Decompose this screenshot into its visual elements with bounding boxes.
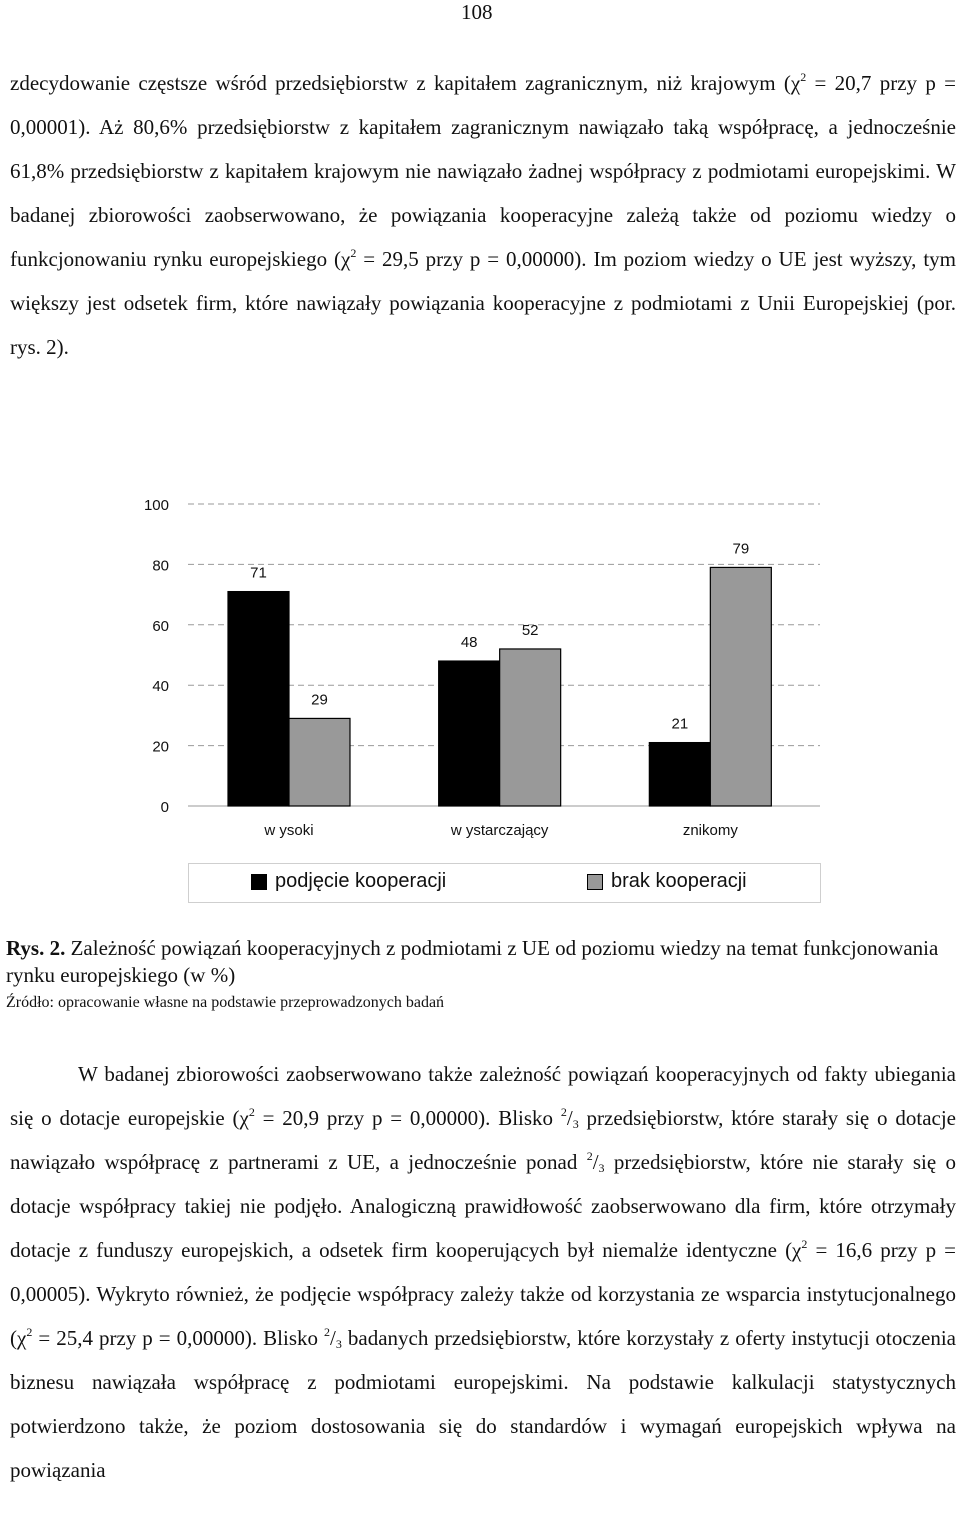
x-category-label: w ystarczający xyxy=(450,822,549,839)
data-label: 21 xyxy=(671,715,689,733)
figure-caption xyxy=(6,935,956,989)
bar-no-cooperation xyxy=(500,649,561,806)
text-run: = 29,5 przy p = 0,00000). Im poziom wiedzy o UE jest wyższy, tym większy jest odsetek firm, które nawiązały powiązania kooperacyjne z podmiotami z Unii Europejskiej (por. rys. 2). xyxy=(10,247,956,359)
superscript: 2 xyxy=(800,70,807,84)
bar-cooperation xyxy=(649,743,710,806)
x-category-label: znikomy xyxy=(682,822,738,839)
fraction-numerator: 2 xyxy=(324,1325,331,1339)
page-number: 108 xyxy=(461,0,493,24)
y-tick-label: 20 xyxy=(152,738,169,756)
bar-cooperation xyxy=(228,592,289,806)
fraction-numerator: 2 xyxy=(560,1105,567,1119)
paragraph-2 xyxy=(10,1052,956,1492)
fraction-denominator: 3 xyxy=(572,1117,579,1131)
text-run: przedsiębiorstw, które starały się o dotacje nawiązało współpracę z partnerami z UE, a jednocześnie ponad xyxy=(10,1106,956,1174)
legend-label: podjęcie kooperacji xyxy=(275,870,447,892)
fraction-slash: / xyxy=(592,1150,599,1174)
data-label: 71 xyxy=(250,564,267,582)
text-run: przedsiębiorstw, które nie starały się o dotacje współpracy takiej nie podjęło. Analogiczną prawidłowość zaobserwowano dla firm, które otrzymały dotacje z funduszy europejskich, a odsetek firm kooperujących był niemalże identyczne (χ xyxy=(10,1150,956,1262)
data-label: 29 xyxy=(311,691,328,709)
data-label: 79 xyxy=(732,540,750,558)
bar-cooperation xyxy=(439,661,500,806)
x-category-label: w ysoki xyxy=(264,822,314,839)
chart-legend xyxy=(188,863,821,903)
legend-item-cooperation xyxy=(251,870,446,893)
legend-swatch-gray xyxy=(587,874,603,890)
bar-no-cooperation xyxy=(710,567,771,806)
y-tick-label: 0 xyxy=(160,799,169,816)
legend-label: brak kooperacji xyxy=(611,870,747,892)
bar-chart xyxy=(0,480,960,860)
fraction-slash: / xyxy=(330,1326,336,1350)
text-run: badanych przedsiębiorstw, które korzystały z oferty instytucji otoczenia biznesu nawiązała współpracę z podmiotami europejskimi. Na podstawie kalkulacji statystycznych potwierdzono także, że poziom dostosowania się do standardów i wymagań europejskich wpływa na powiązania xyxy=(10,1326,956,1482)
fraction-denominator: 3 xyxy=(598,1161,605,1175)
caption-text: Zależność powiązań kooperacyjnych z podmiotami z UE od poziomu wiedzy na temat funkcjonowania rynku europejskiego (w %) xyxy=(6,936,939,987)
text-run: W badanej zbiorowości zaobserwowano także zależność powiązań kooperacyjnych od fakty ubiegania się o dotacje europejskie (χ xyxy=(10,1062,956,1130)
text-run: zdecydowanie częstsze wśród przedsiębiorstw z kapitałem zagranicznym, niż krajowym (χ xyxy=(10,71,801,95)
fraction-slash: / xyxy=(566,1106,573,1130)
y-tick-label: 60 xyxy=(152,617,169,635)
text-run: = 25,4 przy p = 0,00000). Blisko xyxy=(32,1326,325,1350)
superscript: 2 xyxy=(26,1325,33,1339)
bar-no-cooperation xyxy=(289,718,350,806)
caption-label: Rys. 2. xyxy=(6,936,66,960)
text-run: = 20,9 przy p = 0,00000). Blisko xyxy=(254,1106,561,1130)
y-tick-label: 40 xyxy=(152,678,169,696)
text-run: = 20,7 przy p = 0,00001). Aż 80,6% przedsiębiorstw z kapitałem zagranicznym nawiązało taką współpracę, a jednocześnie 61,8% przedsiębiorstw z kapitałem krajowym nie nawiązało żadnej współpracy z podmiotami europejskimi. W badanej zbiorowości zaobserwowano, że powiązania kooperacyjne zależą także od poziomu wiedzy o funkcjonowaniu rynku europejskiego (χ xyxy=(10,71,956,271)
paragraph-1 xyxy=(10,61,956,369)
y-tick-label: 100 xyxy=(143,497,169,514)
data-label: 48 xyxy=(460,634,478,652)
text-run: = 16,6 przy p = 0,00005). Wykryto również, że podjęcie współpracy zależy także od korzystania ze wsparcia instytucjonalnego (χ xyxy=(10,1238,956,1350)
figure-chart xyxy=(0,480,960,920)
figure-source: Źródło: opracowanie własne na podstawie przeprowadzonych badań xyxy=(6,994,445,1011)
y-tick-label: 80 xyxy=(152,557,169,575)
superscript: 2 xyxy=(801,1237,808,1251)
data-label: 52 xyxy=(521,621,539,639)
superscript: 2 xyxy=(248,1105,255,1119)
legend-item-no-cooperation xyxy=(587,870,747,893)
legend-swatch-black xyxy=(251,874,267,890)
fraction-denominator: 3 xyxy=(335,1337,342,1351)
fraction-numerator: 2 xyxy=(586,1149,593,1163)
superscript: 2 xyxy=(350,246,357,260)
